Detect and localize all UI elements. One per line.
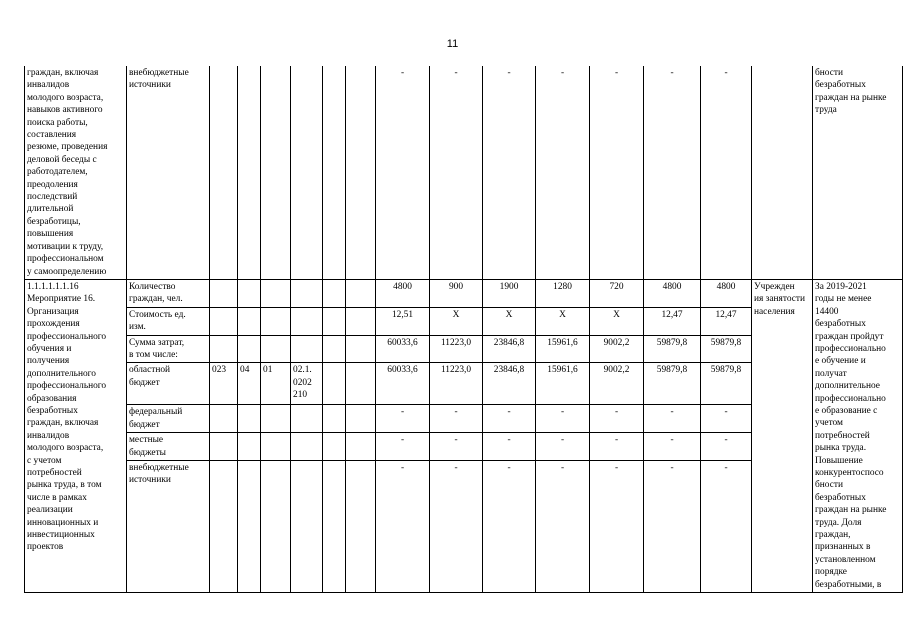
value-cell: 9002,2 [590, 363, 644, 405]
code-cell [238, 335, 261, 363]
value-cell: - [536, 460, 590, 592]
empty-cell [323, 433, 346, 461]
value-cell: - [430, 433, 483, 461]
empty-cell [323, 307, 346, 335]
empty-cell [346, 363, 376, 405]
empty-cell [346, 335, 376, 363]
empty-cell [323, 279, 346, 307]
indicator-label: Количество граждан, чел. [127, 279, 210, 307]
value-cell: - [590, 460, 644, 592]
value-cell: - [376, 66, 430, 279]
value-cell: 1900 [483, 279, 536, 307]
code-cell [261, 279, 291, 307]
value-cell: 12,51 [376, 307, 430, 335]
value-cell: - [701, 460, 752, 592]
activity-description: 1.1.1.1.1.1.16 Мероприятие 16. Организация прохождения профессионального обучения и получения дополнительного профессионального образования безработных граждан, включая инвалидов молодого возраста, с учетом потребностей рынка труда, в том числе в рамках реализации инновационных и инвестиционных проектов [25, 279, 127, 592]
code-cell [291, 66, 323, 279]
code-cell: 01 [261, 363, 291, 405]
value-cell: - [483, 405, 536, 433]
value-cell: 60033,6 [376, 335, 430, 363]
value-cell: 11223,0 [430, 363, 483, 405]
value-cell: 4800 [701, 279, 752, 307]
value-cell: - [590, 433, 644, 461]
code-cell: 04 [238, 363, 261, 405]
code-cell [238, 66, 261, 279]
value-cell: - [376, 460, 430, 592]
value-cell: 12,47 [644, 307, 701, 335]
code-cell [210, 405, 238, 433]
code-cell: 02.1. 0202 210 [291, 363, 323, 405]
value-cell: - [590, 405, 644, 433]
empty-cell [323, 460, 346, 592]
value-cell: 59879,8 [701, 335, 752, 363]
empty-cell [323, 405, 346, 433]
value-cell: 23846,8 [483, 363, 536, 405]
code-cell [210, 335, 238, 363]
code-cell [261, 66, 291, 279]
code-cell [291, 279, 323, 307]
executor-cell [752, 66, 813, 279]
code-cell [210, 66, 238, 279]
value-cell: - [590, 66, 644, 279]
value-cell: - [701, 433, 752, 461]
indicator-label: федеральный бюджет [127, 405, 210, 433]
activity-description: граждан, включая инвалидов молодого возраста, навыков активного поиска работы, составления резюме, проведения деловой беседы с работодателем, преодоления последствий длительной безработицы, повышения мотивации к труду, профессиональном у самоопределению [25, 66, 127, 279]
value-cell: - [644, 433, 701, 461]
page-number: 11 [446, 38, 459, 50]
empty-cell [346, 405, 376, 433]
value-cell: X [483, 307, 536, 335]
value-cell: - [644, 460, 701, 592]
code-cell [261, 405, 291, 433]
funding-source-label: внебюджетные источники [127, 66, 210, 279]
indicator-label: местные бюджеты [127, 433, 210, 461]
value-cell: 4800 [376, 279, 430, 307]
value-cell: 15961,6 [536, 335, 590, 363]
empty-cell [346, 279, 376, 307]
value-cell: X [536, 307, 590, 335]
code-cell [291, 335, 323, 363]
value-cell: 720 [590, 279, 644, 307]
code-cell [291, 460, 323, 592]
code-cell [261, 460, 291, 592]
empty-cell [346, 460, 376, 592]
code-cell [261, 433, 291, 461]
indicator-label: Стоимость ед. изм. [127, 307, 210, 335]
table-row [25, 66, 903, 279]
value-cell: - [483, 433, 536, 461]
empty-cell [346, 433, 376, 461]
code-cell [291, 405, 323, 433]
empty-cell [346, 307, 376, 335]
value-cell: - [483, 460, 536, 592]
value-cell: - [701, 405, 752, 433]
code-cell [210, 279, 238, 307]
value-cell: - [483, 66, 536, 279]
value-cell: 4800 [644, 279, 701, 307]
value-cell: 60033,6 [376, 363, 430, 405]
value-cell: 12,47 [701, 307, 752, 335]
value-cell: - [644, 405, 701, 433]
value-cell: 59879,8 [644, 363, 701, 405]
value-cell: 900 [430, 279, 483, 307]
code-cell [238, 307, 261, 335]
code-cell [210, 460, 238, 592]
value-cell: - [430, 405, 483, 433]
value-cell: - [536, 433, 590, 461]
value-cell: X [590, 307, 644, 335]
value-cell: - [376, 405, 430, 433]
expected-result: За 2019-2021 годы не менее 14400 безработных граждан пройдут профессионально е обучение и получат дополнительное профессионально е образование с учетом потребностей рынка труда. Повышение конкурентоспосо бности безработных граждан на рынке труда. Доля граждан, признанных в установленном порядке безработными, в [813, 279, 903, 592]
code-cell [238, 279, 261, 307]
indicator-label: Сумма затрат, в том числе: [127, 335, 210, 363]
executor-cell: Учрежден ия занятости населения [752, 279, 813, 592]
value-cell: - [536, 405, 590, 433]
code-cell [238, 460, 261, 592]
value-cell: 59879,8 [644, 335, 701, 363]
value-cell: 1280 [536, 279, 590, 307]
value-cell: - [430, 66, 483, 279]
value-cell: - [644, 66, 701, 279]
value-cell: - [536, 66, 590, 279]
value-cell: 23846,8 [483, 335, 536, 363]
empty-cell [323, 335, 346, 363]
value-cell: 11223,0 [430, 335, 483, 363]
value-cell: 59879,8 [701, 363, 752, 405]
code-cell [291, 433, 323, 461]
value-cell: X [430, 307, 483, 335]
indicator-label: областной бюджет [127, 363, 210, 405]
table-row [25, 279, 903, 307]
value-cell: - [430, 460, 483, 592]
code-cell [210, 433, 238, 461]
code-cell [238, 433, 261, 461]
code-cell [238, 405, 261, 433]
indicator-label: внебюджетные источники [127, 460, 210, 592]
value-cell: - [701, 66, 752, 279]
value-cell: - [376, 433, 430, 461]
empty-cell [323, 363, 346, 405]
empty-cell [323, 66, 346, 279]
code-cell: 023 [210, 363, 238, 405]
code-cell [291, 307, 323, 335]
empty-cell [346, 66, 376, 279]
expected-result: бности безработных граждан на рынке труда [813, 66, 903, 279]
code-cell [210, 307, 238, 335]
code-cell [261, 335, 291, 363]
code-cell [261, 307, 291, 335]
program-activities-table [24, 66, 903, 593]
value-cell: 9002,2 [590, 335, 644, 363]
value-cell: 15961,6 [536, 363, 590, 405]
